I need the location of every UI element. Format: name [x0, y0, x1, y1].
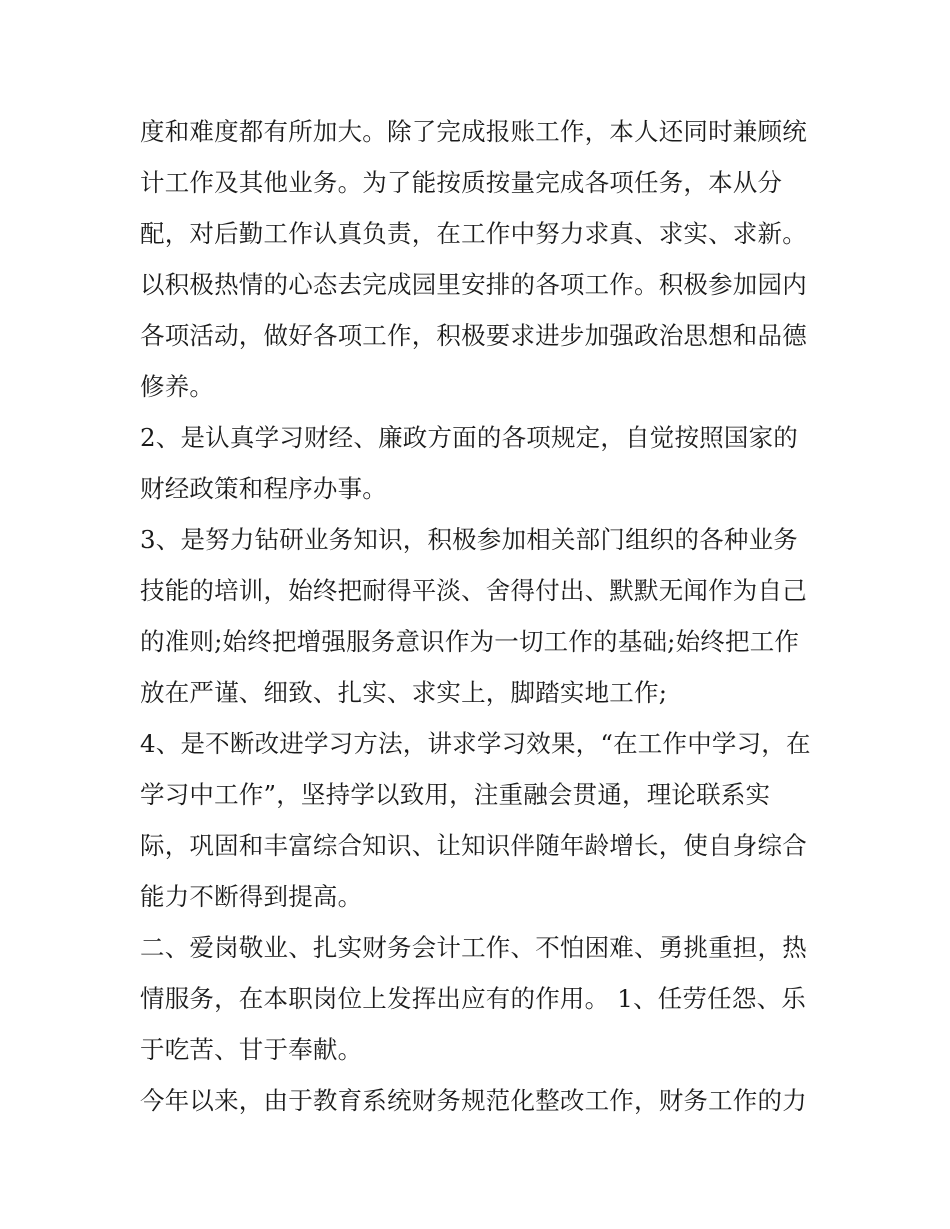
text-line: 计工作及其他业务。为了能按质按量完成各项任务，本从分	[140, 168, 783, 197]
text-line: 学习中工作”，坚持学以致用，注重融会贯通，理论联系实	[140, 780, 771, 809]
text-line: 今年以来，由于教育系统财务规范化整改工作，财务工作的力	[140, 1086, 807, 1115]
text-line: 能力不断得到提高。	[140, 882, 363, 911]
text-line: 于吃苦、甘于奉献。	[140, 1035, 363, 1064]
text-line: 放在严谨、细致、扎实、求实上，脚踏实地工作;	[140, 678, 668, 707]
text-line: 二、爱岗敬业、扎实财务会计工作、不怕困难、勇挑重担，热	[140, 933, 807, 962]
text-line: 2、是认真学习财经、廉政方面的各项规定，自觉按照国家的	[140, 423, 798, 452]
text-line: 财经政策和程序办事。	[140, 474, 387, 503]
text-line: 4、是不断改进学习方法，讲求学习效果，“在工作中学习，在	[140, 729, 811, 758]
text-line: 度和难度都有所加大。除了完成报账工作，本人还同时兼顾统	[140, 117, 807, 146]
text-line: 各项活动，做好各项工作，积极要求进步加强政治思想和品德	[140, 321, 807, 350]
text-line: 的准则;始终把增强服务意识作为一切工作的基础;始终把工作	[140, 627, 800, 656]
document-body	[140, 106, 820, 1126]
text-line: 情服务，在本职岗位上发挥出应有的作用。 1、任劳任怨、乐	[140, 984, 806, 1013]
text-line: 际，巩固和丰富综合知识、让知识伴随年龄增长，使自身综合	[140, 831, 807, 860]
text-line: 配，对后勤工作认真负责，在工作中努力求真、求实、求新。	[140, 219, 807, 248]
text-line: 修养。	[140, 372, 215, 401]
text-line: 以积极热情的心态去完成园里安排的各项工作。积极参加园内	[140, 270, 807, 299]
text-line: 3、是努力钻研业务知识，积极参加相关部门组织的各种业务	[140, 525, 798, 554]
text-line: 技能的培训，始终把耐得平淡、舍得付出、默默无闻作为自己	[140, 576, 807, 605]
